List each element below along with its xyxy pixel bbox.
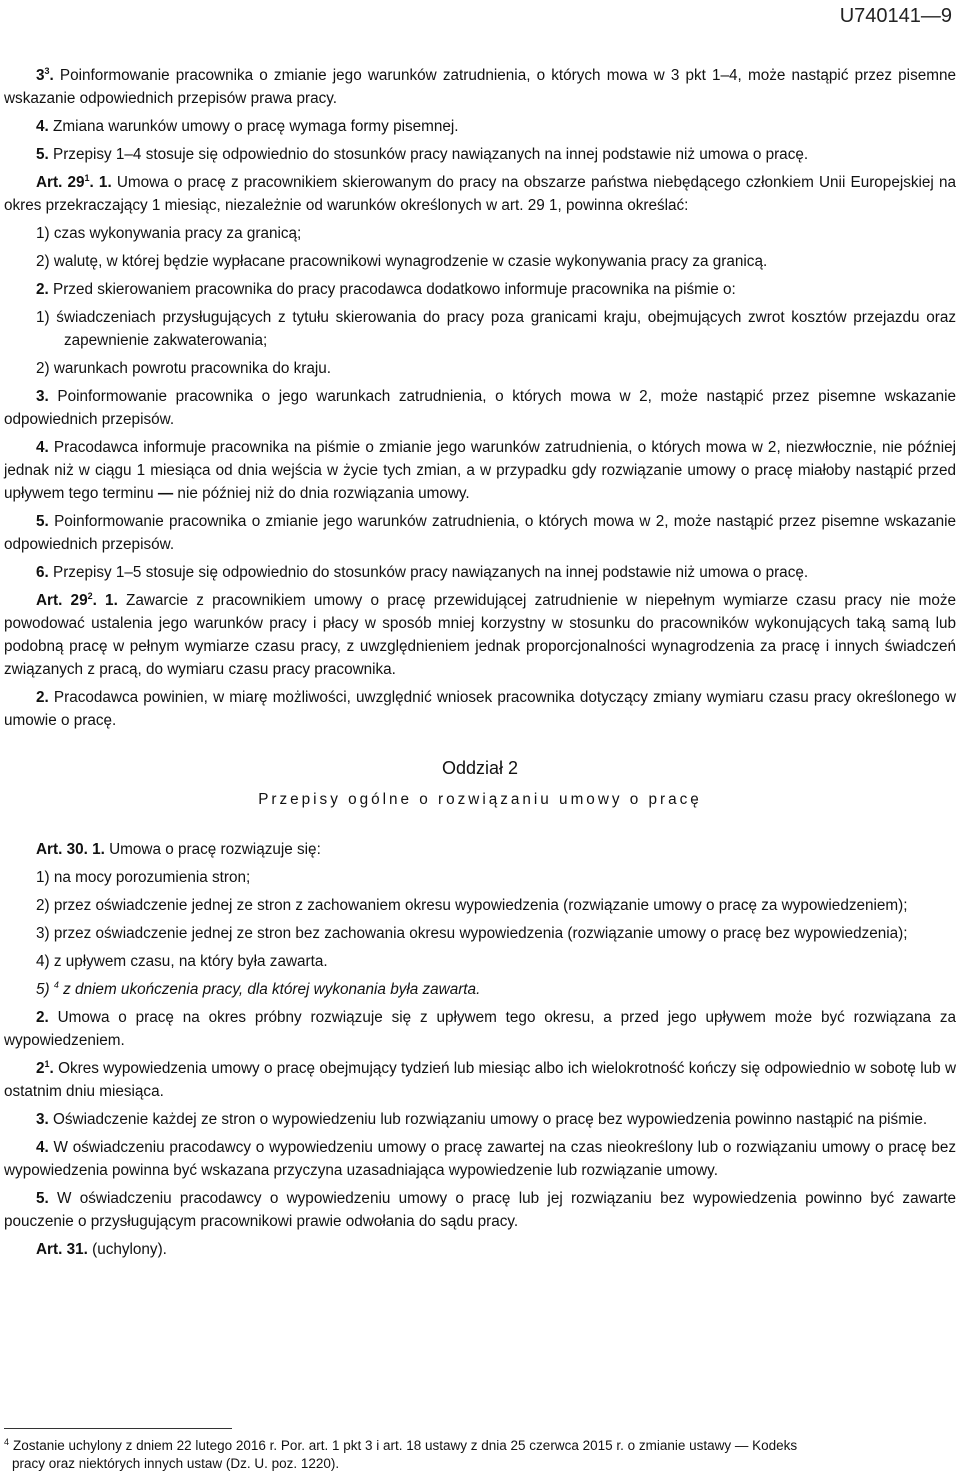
paragraph-29-1-2 <box>4 278 956 301</box>
paragraph-text: Poinformowanie pracownika o zmianie jego warunków zatrudnienia, o których mowa w 2, może nastąpić przez pisemne wskazanie odpowiednich przepisów. <box>4 513 956 553</box>
paragraph-number: 4. <box>36 1139 49 1156</box>
footnote-separator <box>4 1428 232 1429</box>
paragraph-30-2-1 <box>4 1057 956 1103</box>
paragraph-number: $3^3$. <box>36 66 54 84</box>
paragraph-text: Zmiana warunków umowy o pracę wymaga formy pisemnej. <box>48 118 459 135</box>
article-label: Art. 30. 1. <box>36 841 105 858</box>
paragraph-number: 3. <box>36 1111 49 1128</box>
paragraph-text: Umowa o pracę na okres próbny rozwiązuje się z upływem tego okresu, a przed jego upływem może być rozwiązana za wypowiedzeniem. <box>4 1009 956 1049</box>
paragraph-text: Oświadczenie każdej ze stron o wypowiedzeniu lub rozwiązaniu umowy o pracę bez wypowiedzenia powinno nastąpić na piśmie. <box>48 1111 928 1128</box>
footnote-number: 4 <box>4 1437 10 1447</box>
em-dash: — <box>157 485 174 502</box>
paragraph-text: W oświadczeniu pracodawcy o wypowiedzeniu umowy o pracę zawartej na czas nieokreślony lub o rozwiązaniu umowy o pracę bez wypowiedzenia powinna być wskazana przyczyna uzasadniająca wypowiedzenie lub rozwiązanie umowy. <box>4 1139 956 1179</box>
footnote <box>4 1437 956 1473</box>
document-body <box>4 64 956 1266</box>
paragraph-30-4 <box>4 1136 956 1182</box>
paragraph-text: Przepisy 1–4 stosuje się odpowiednio do stosunków pracy nawiązanych na innej podstawie niż umowa o pracę. <box>48 146 809 163</box>
paragraph-number: 5. <box>36 513 49 530</box>
paragraph-text: Pracodawca informuje pracownika na piśmie o zmianie jego warunków zatrudnienia, o których mowa w 2, niezwłocznie, nie później jednak niż w ciągu 1 miesiąca od dnia wejścia w życie tych zmian, a w przypadku gdy rozwiązanie umowy o pracę miałoby nastąpić przed upływem tego terminu <box>4 439 956 502</box>
page-header-id: U740141—9 <box>839 5 952 27</box>
paragraph-text: Zawarcie z pracownikiem umowy o pracę przewidującej zatrudnienie w niepełnym wymiarze czasu pracy nie może powodować ustalenia jego warunków pracy i płacy w sposób mniej korzystny w stosunku do pracowników wykonujących taką samą lub podobną pracę w pełnym wymiarze czasu pracy, z uwzględnieniem jednak proporcjonalności wynagrodzenia za pracę i innych świadczeń związanych z pracą, do wymiaru czasu pracy pracownika. <box>4 592 956 678</box>
paragraph-30-3 <box>4 1108 956 1131</box>
article-30 <box>4 838 956 861</box>
list-item: 1) świadczeniach przysługujących z tytułu skierowania do pracy poza granicami kraju, obejmujących zwrot kosztów przejazdu oraz zapewnienie zakwaterowania; <box>36 309 956 349</box>
division-heading <box>4 754 956 812</box>
paragraph-30-2 <box>4 1006 956 1052</box>
paragraph-text: Przed skierowaniem pracownika do pracy pracodawca dodatkowo informuje pracownika na piśmie o: <box>48 281 736 298</box>
list-item: 1) na mocy porozumienia stron; <box>36 869 251 886</box>
paragraph-number: $2^1$. <box>36 1059 54 1077</box>
article-label: Art. 31. <box>36 1241 88 1258</box>
article-29-2 <box>4 589 956 681</box>
paragraph-30-5 <box>4 1187 956 1233</box>
paragraph-text: Okres wypowiedzenia umowy o pracę obejmujący tydzień lub miesiąc albo ich wielokrotność kończy się odpowiednio w sobotę lub w ostatnim dniu miesiąca. <box>4 1060 956 1100</box>
paragraph-text: Umowa o pracę rozwiązuje się: <box>104 841 321 858</box>
paragraph-number: 4. <box>36 439 49 456</box>
paragraph-text: Pracodawca powinien, w miarę możliwości, uwzględnić wniosek pracownika dotyczący zmiany wymiaru czasu pracy określonego w umowie o pracę. <box>4 689 956 729</box>
list-item: 4) z upływem czasu, na który była zawarta. <box>36 953 328 970</box>
paragraph-text: Poinformowanie pracownika o jego warunkach zatrudnienia, o których mowa w 2, może nastąpić przez pisemne wskazanie odpowiednich przepisów. <box>4 388 956 428</box>
article-label: Art. $29^2$. 1. <box>36 591 118 609</box>
list-item: 3) przez oświadczenie jednej ze stron bez zachowania okresu wypowiedzenia (rozwiązanie umowy o pracę bez wypowiedzenia); <box>36 925 908 942</box>
list-item-5: 5) $^4$ z dniem ukończenia pracy, dla której wykonania była zawarta. <box>36 980 481 998</box>
paragraph-number: 3. <box>36 388 49 405</box>
paragraph-text: Przepisy 1–5 stosuje się odpowiednio do stosunków pracy nawiązanych na innej podstawie niż umowa o pracę. <box>48 564 809 581</box>
paragraph-number: 5. <box>36 146 49 163</box>
paragraph-text: Poinformowanie pracownika o zmianie jego warunków zatrudnienia, o których mowa w 3 pkt 1–4, może nastąpić przez pisemne wskazanie odpowiednich przepisów prawa pracy. <box>4 67 956 107</box>
paragraph-29-1-6 <box>4 561 956 584</box>
division-subtitle: Przepisy ogólne o rozwiązaniu umowy o pracę <box>258 791 702 808</box>
paragraph-number: 2. <box>36 1009 49 1026</box>
footnote-line-2: pracy oraz niektórych innych ustaw (Dz. U. poz. 1220). <box>12 1456 340 1471</box>
list-item: 2) warunkach powrotu pracownika do kraju. <box>36 360 332 377</box>
article-31 <box>4 1238 956 1261</box>
list-item: 1) czas wykonywania pracy za granicą; <box>36 225 302 242</box>
article-label: Art. $29^1$. 1. <box>36 173 112 191</box>
paragraph-number: 5. <box>36 1190 49 1207</box>
paragraph-29-3-3 <box>4 64 956 110</box>
paragraph-text: W oświadczeniu pracodawcy o wypowiedzeniu umowy o pracę lub jej rozwiązaniu bez wypowiedzenia powinno być zawarte pouczenie o przysługującym pracownikowi prawie odwołania do sądu pracy. <box>4 1190 956 1230</box>
paragraph-29-4 <box>4 115 956 138</box>
list-item: 2) walutę, w której będzie wypłacane pracownikowi wynagrodzenie w czasie wykonywania pracy za granicą. <box>36 253 768 270</box>
paragraph-number: 6. <box>36 564 49 581</box>
footnote-ref: 4 <box>53 980 59 990</box>
list-item: 2) przez oświadczenie jednej ze stron z zachowaniem okresu wypowiedzenia (rozwiązanie umowy o pracę za wypowiedzeniem); <box>36 897 908 914</box>
paragraph-29-5 <box>4 143 956 166</box>
paragraph-29-2-2 <box>4 686 956 732</box>
footnote-line-1: $^4$ Zostanie uchylony z dniem 22 lutego 2016 r. Por. art. 1 pkt 3 i art. 18 ustawy z dnia 25 czerwca 2015 r. o zmianie ustawy — Kodeks <box>4 1437 798 1453</box>
paragraph-29-1-3 <box>4 385 956 431</box>
paragraph-text: Umowa o pracę z pracownikiem skierowanym do pracy na obszarze państwa niebędącego członkiem Unii Europejskiej na okres przekraczający 1 miesiąc, niezależnie od warunków określonych w art. 29 1, powinna określać: <box>4 174 956 214</box>
paragraph-number: 2. <box>36 689 49 706</box>
paragraph-29-1-4 <box>4 436 956 505</box>
paragraph-29-1-5 <box>4 510 956 556</box>
paragraph-number: 2. <box>36 281 49 298</box>
paragraph-text: nie później niż do dnia rozwiązania umowy. <box>173 485 470 502</box>
paragraph-text: (uchylony). <box>87 1241 167 1258</box>
division-title: Oddział 2 <box>441 758 519 778</box>
paragraph-number: 4. <box>36 118 49 135</box>
article-29-1 <box>4 171 956 217</box>
